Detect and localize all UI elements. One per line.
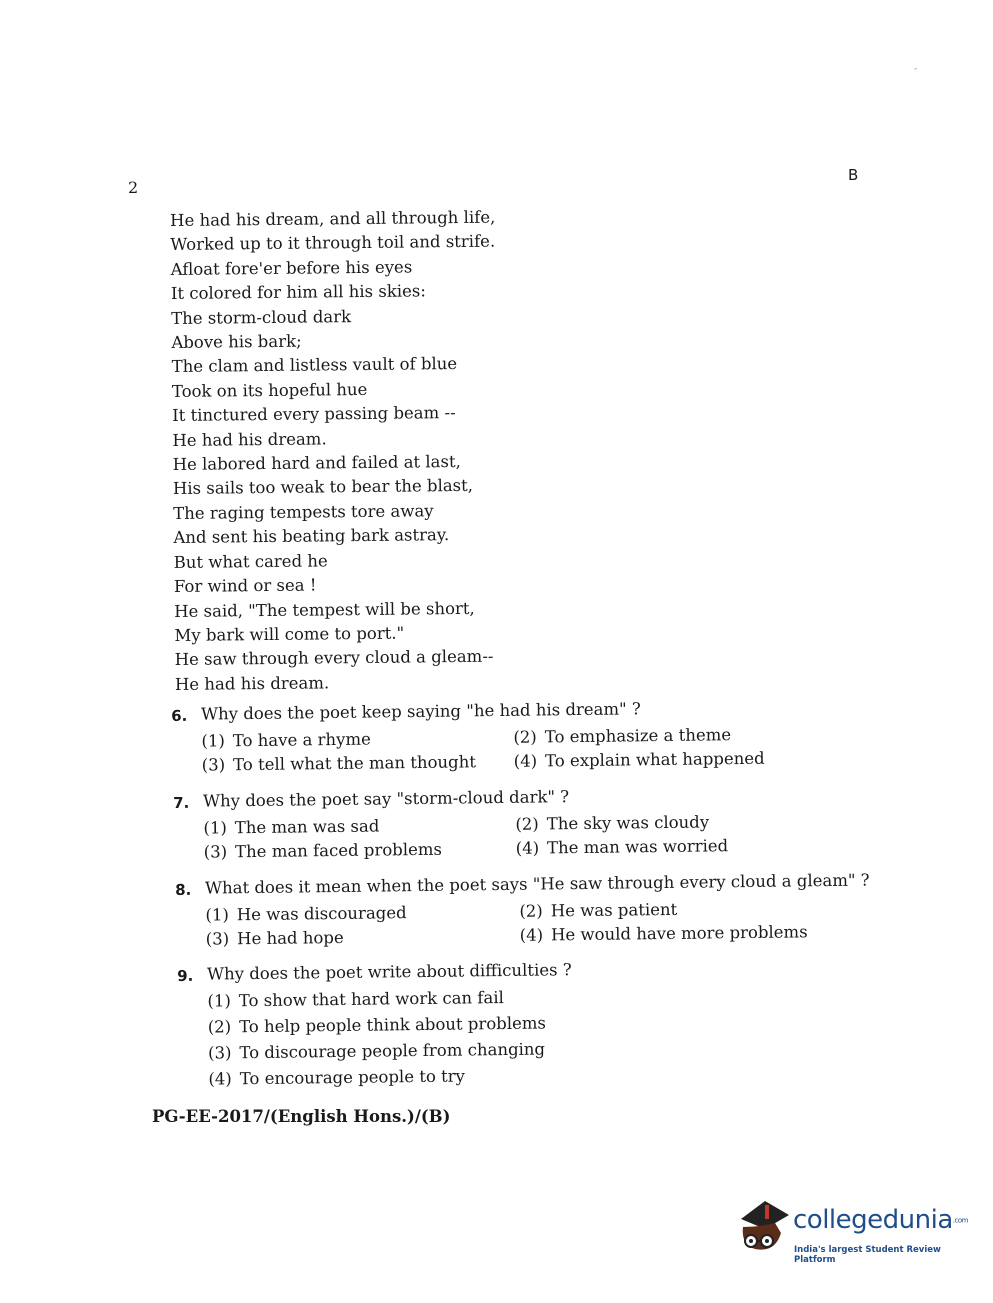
option-text: To encourage people to try xyxy=(239,1066,466,1089)
question-number: 7. xyxy=(173,793,190,812)
option-2 xyxy=(515,812,709,833)
option-4 xyxy=(520,922,808,945)
poem xyxy=(170,206,500,698)
page-number: 2 xyxy=(128,178,139,197)
option-number: (2) xyxy=(515,814,539,834)
option-text: To show that hard work can fail xyxy=(238,988,504,1011)
poem-line: Worked up to it through toil and strife. xyxy=(170,232,496,255)
question-text: Why does the poet write about difficulties ? xyxy=(206,960,572,984)
option-number: (2) xyxy=(513,727,537,747)
logo-tagline: India's largest Student Review Platform xyxy=(794,1245,941,1265)
option-text: He was discouraged xyxy=(236,903,407,925)
poem-line: The clam and listless vault of blue xyxy=(171,354,458,377)
option-text: To help people think about problems xyxy=(239,1013,547,1037)
question-number: 8. xyxy=(175,880,192,899)
option-number: (2) xyxy=(207,1017,232,1037)
option-text: To explain what happened xyxy=(544,748,765,771)
option-1 xyxy=(201,730,371,751)
question-text: What does it mean when the poet says "He saw through every cloud a gleam" ? xyxy=(204,870,870,898)
collegedunia-watermark xyxy=(735,1197,968,1267)
option-text: He was patient xyxy=(550,899,678,921)
option-number: (3) xyxy=(201,755,226,775)
option-number: (1) xyxy=(201,731,225,751)
poem-line: He said, "The tempest will be short, xyxy=(174,598,475,621)
option-4 xyxy=(516,836,729,858)
option-2 xyxy=(519,900,677,921)
option-3 xyxy=(206,928,344,949)
option-text: The man was sad xyxy=(234,816,380,838)
option-number: (2) xyxy=(519,901,543,921)
option-number: (1) xyxy=(205,905,229,925)
option-1 xyxy=(203,816,379,837)
logo-text: collegedunia.com xyxy=(793,1205,968,1235)
question-text: Why does the poet keep saying "he had his dream" ? xyxy=(200,699,641,724)
option-4 xyxy=(208,1066,465,1088)
question-text: Why does the poet say "storm-cloud dark" ? xyxy=(202,787,570,811)
poem-line: He had his dream, and all through life, xyxy=(170,207,496,230)
option-3 xyxy=(208,1040,545,1063)
poem-line: For wind or sea ! xyxy=(173,575,317,597)
option-3 xyxy=(204,840,442,862)
option-text: He had hope xyxy=(236,927,344,949)
poem-line: The raging tempests tore away xyxy=(173,501,434,523)
paper-code: PG-EE-2017/(English Hons.)/(B) xyxy=(152,1107,451,1126)
option-text: To tell what the man thought xyxy=(232,752,477,775)
option-text: He would have more problems xyxy=(550,922,808,945)
option-number: (4) xyxy=(208,1069,232,1089)
poem-line: It tinctured every passing beam -- xyxy=(172,403,456,426)
mascot-icon xyxy=(735,1197,793,1257)
poem-line: His sails too weak to bear the blast, xyxy=(172,476,474,499)
poem-line: Afloat fore'er before his eyes xyxy=(170,257,413,279)
poem-line: My bark will come to port." xyxy=(174,623,405,645)
poem-line: The storm-cloud dark xyxy=(171,306,352,328)
option-2 xyxy=(208,1013,546,1036)
poem-line: And sent his beating bark astray. xyxy=(173,525,450,548)
option-text: To discourage people from changing xyxy=(239,1039,546,1063)
poem-line: It colored for him all his skies: xyxy=(170,281,426,304)
poem-line: He labored hard and failed at last, xyxy=(172,452,461,475)
option-number: (1) xyxy=(203,818,227,838)
poem-line: Above his bark; xyxy=(171,331,302,353)
question-number: 9. xyxy=(177,966,194,985)
option-4 xyxy=(514,749,765,771)
poem-line: He saw through every cloud a gleam-- xyxy=(174,646,494,670)
option-1 xyxy=(205,903,406,924)
question-number: 6. xyxy=(171,706,188,725)
option-number: (1) xyxy=(207,991,231,1011)
option-number: (4) xyxy=(515,838,540,858)
option-text: The sky was cloudy xyxy=(546,812,710,834)
option-text: The man was worried xyxy=(546,836,729,858)
option-2 xyxy=(513,725,731,747)
set-letter: B xyxy=(848,166,859,184)
option-number: (3) xyxy=(207,1043,232,1063)
scan-mark: ” xyxy=(914,68,918,75)
option-number: (4) xyxy=(519,925,544,945)
poem-line: He had his dream. xyxy=(174,673,330,694)
option-number: (3) xyxy=(205,929,230,949)
option-text: The man faced problems xyxy=(234,839,443,862)
poem-line: Took on its hopeful hue xyxy=(171,379,368,401)
option-text: To emphasize a theme xyxy=(544,725,732,747)
option-number: (3) xyxy=(203,842,228,862)
option-number: (4) xyxy=(513,751,538,771)
option-text: To have a rhyme xyxy=(232,729,371,751)
poem-line: He had his dream. xyxy=(172,429,327,450)
option-3 xyxy=(202,752,476,774)
option-1 xyxy=(207,988,504,1011)
poem-line: But what cared he xyxy=(173,551,328,572)
